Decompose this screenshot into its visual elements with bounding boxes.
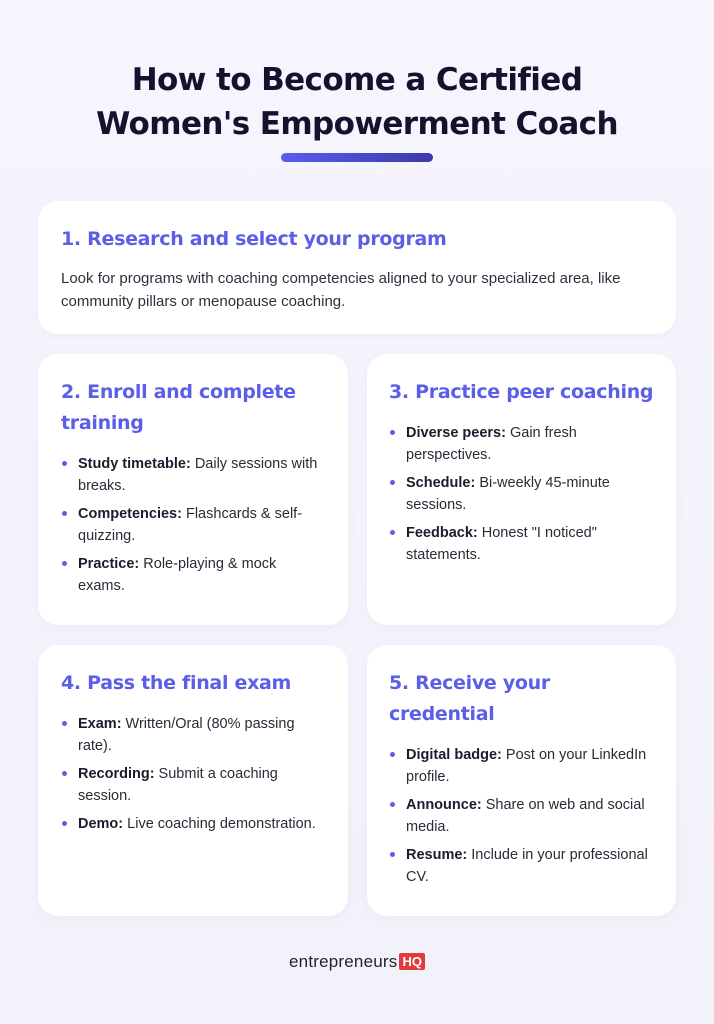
list-item-text: Daily sessions with breaks.: [78, 456, 318, 494]
list-item: [61, 553, 326, 597]
step-2-heading: 2. Enroll and complete training: [61, 381, 296, 434]
list-item-label: Digital badge:: [406, 747, 502, 763]
bullet-dot: [390, 752, 395, 757]
step-card-4: [38, 645, 348, 916]
step-1-description: Look for programs with coaching competencies aligned to your specialized area, like community pillars or menopause coaching.: [61, 270, 621, 310]
list-item-label: Diverse peers:: [406, 425, 506, 441]
list-item-label: Schedule:: [406, 475, 476, 491]
list-item: [61, 713, 326, 757]
bullet-dot: [62, 461, 67, 466]
step-card-5: [367, 645, 676, 916]
brand-logo-badge: HQ: [399, 953, 425, 970]
list-item: [389, 844, 654, 888]
step-5-heading: 5. Receive your credential: [389, 672, 550, 725]
page-title-line-2: Women's Empowerment Coach: [96, 106, 618, 142]
list-item-text: Include in your professional CV.: [406, 847, 648, 885]
bullet-dot: [62, 511, 67, 516]
list-item-text: Honest "I noticed" statements.: [406, 525, 597, 563]
page-title: [0, 58, 714, 146]
list-item-text: Role-playing & mock exams.: [78, 556, 277, 594]
list-item: [61, 813, 326, 835]
step-card-1: [38, 201, 676, 334]
list-item-text: Submit a coaching session.: [78, 766, 278, 804]
bullet-dot: [390, 802, 395, 807]
list-item-label: Feedback:: [406, 525, 478, 541]
bullet-dot: [390, 480, 395, 485]
step-3-list: [389, 422, 654, 566]
list-item: [61, 763, 326, 807]
list-item-text: Gain fresh perspectives.: [406, 425, 577, 463]
list-item-label: Practice:: [78, 556, 140, 572]
step-4-heading: 4. Pass the final exam: [61, 672, 292, 694]
list-item-label: Recording:: [78, 766, 155, 782]
bullet-dot: [62, 561, 67, 566]
list-item-text: Post on your LinkedIn profile.: [406, 747, 647, 785]
step-2-list: [61, 453, 326, 597]
list-item-text: Live coaching demonstration.: [123, 816, 316, 832]
list-item-label: Demo:: [78, 816, 124, 832]
bullet-dot: [62, 721, 67, 726]
step-card-2: [38, 354, 348, 625]
list-item-text: Written/Oral (80% passing rate).: [78, 716, 295, 754]
step-4-list: [61, 713, 326, 835]
title-underline: [281, 153, 433, 162]
list-item: [389, 472, 654, 516]
list-item-label: Study timetable:: [78, 456, 191, 472]
list-item: [389, 744, 654, 788]
list-item: [389, 794, 654, 838]
list-item-label: Resume:: [406, 847, 468, 863]
step-5-list: [389, 744, 654, 888]
list-item-label: Exam:: [78, 716, 122, 732]
list-item-text: Flashcards & self-quizzing.: [78, 506, 303, 544]
bullet-dot: [62, 821, 67, 826]
step-1-heading: 1. Research and select your program: [61, 228, 447, 250]
list-item-label: Competencies:: [78, 506, 182, 522]
bullet-dot: [62, 771, 67, 776]
bullet-dot: [390, 430, 395, 435]
list-item: [61, 453, 326, 497]
bullet-dot: [390, 530, 395, 535]
list-item: [389, 422, 654, 466]
list-item-text: Bi-weekly 45-minute sessions.: [406, 475, 610, 513]
bullet-dot: [390, 852, 395, 857]
step-card-3: [367, 354, 676, 625]
page-title-line-1: How to Become a Certified: [131, 62, 583, 98]
brand-logo: [0, 952, 714, 972]
step-3-heading: 3. Practice peer coaching: [389, 381, 654, 403]
list-item-text: Share on web and social media.: [406, 797, 645, 835]
list-item-label: Announce:: [406, 797, 482, 813]
list-item: [389, 522, 654, 566]
brand-logo-text: entrepreneurs: [289, 952, 398, 971]
list-item: [61, 503, 326, 547]
